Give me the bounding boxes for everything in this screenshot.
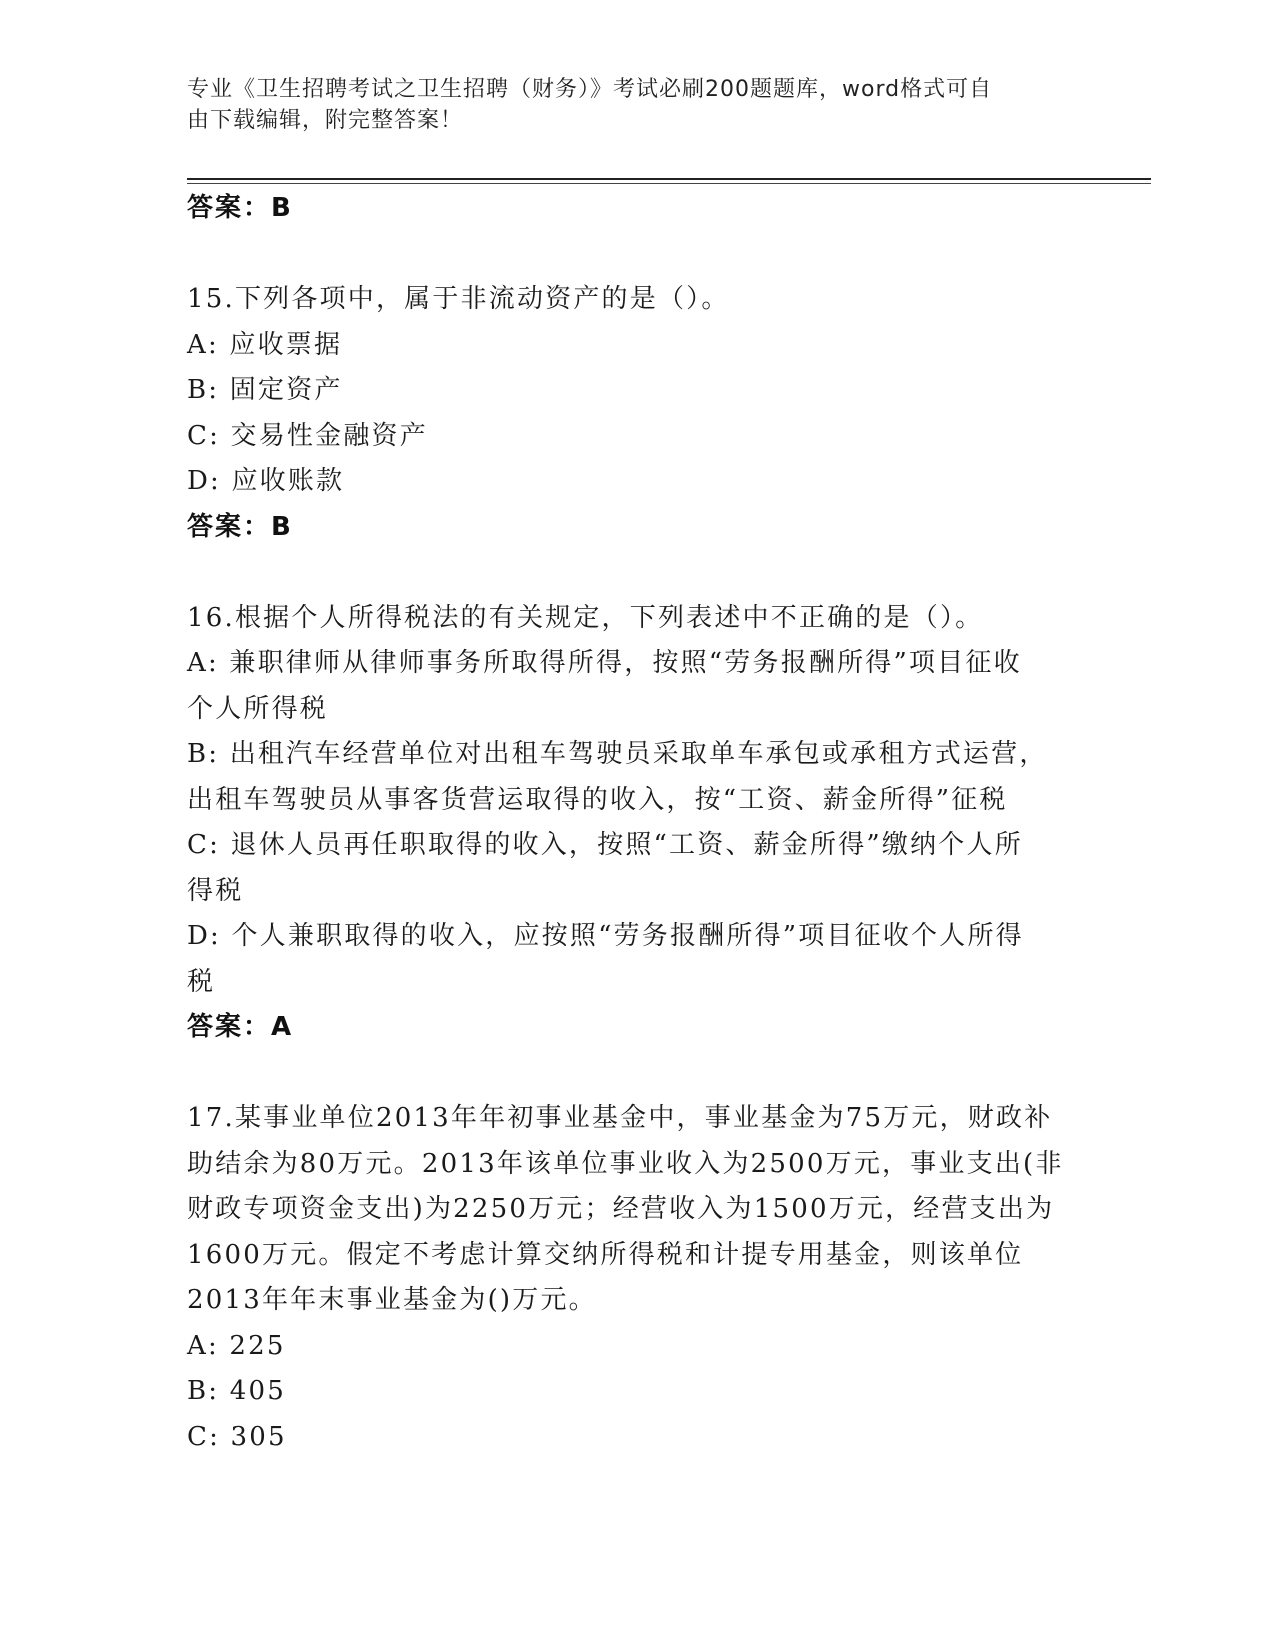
document-header <box>187 74 1067 136</box>
header-line-1: 专业《卫生招聘考试之卫生招聘（财务）》考试必刷200题题库，word格式可自 <box>187 77 993 102</box>
question-16 <box>187 596 1087 1051</box>
question-15-option-d: D: 应收账款 <box>187 466 345 496</box>
question-15-stem: 15.下列各项中，属于非流动资产的是（）。 <box>187 284 730 314</box>
previous-question-answer: 答案：B <box>187 193 293 223</box>
question-17-stem-line-5: 2013年年末事业基金为()万元。 <box>187 1285 597 1315</box>
question-16-option-b: B: 出租汽车经营单位对出租车驾驶员采取单车承包或承租方式运营， <box>187 739 1048 769</box>
question-15-option-c: C: 交易性金融资产 <box>187 420 428 451</box>
question-17-stem-line-2: 助结余为80万元。2013年该单位事业收入为2500万元，事业支出(非 <box>187 1148 1064 1179</box>
question-16-stem: 16.根据个人所得税法的有关规定，下列表述中不正确的是（）。 <box>187 602 984 633</box>
question-16-option-d-cont: 税 <box>187 966 216 997</box>
header-divider-thin <box>187 183 1151 184</box>
spacer <box>187 1051 1087 1097</box>
question-16-option-a: A: 兼职律师从律师事务所取得所得，按照“劳务报酬所得”项目征收 <box>187 648 1022 678</box>
question-15-answer: 答案：B <box>187 511 293 542</box>
question-15-option-b: B: 固定资产 <box>187 375 343 405</box>
question-17-option-a: A: 225 <box>187 1330 286 1361</box>
question-17-stem-line-3: 财政专项资金支出)为2250万元；经营收入为1500万元，经营支出为 <box>187 1194 1055 1224</box>
question-15 <box>187 277 1087 550</box>
question-17-stem-line-1: 17.某事业单位2013年年初事业基金中，事业基金为75万元，财政补 <box>187 1103 1053 1133</box>
question-16-option-d: D: 个人兼职取得的收入，应按照“劳务报酬所得”项目征收个人所得 <box>187 921 1024 951</box>
question-15-option-a: A: 应收票据 <box>187 329 343 360</box>
question-16-option-a-cont: 个人所得税 <box>187 693 329 724</box>
question-17 <box>187 1096 1087 1460</box>
question-17-stem-line-4: 1600万元。假定不考虑计算交纳所得税和计提专用基金，则该单位 <box>187 1239 1024 1270</box>
spacer <box>187 232 1087 278</box>
question-16-option-c: C: 退休人员再任职取得的收入，按照“工资、薪金所得”缴纳个人所 <box>187 830 1023 860</box>
header-line-2: 由下载编辑，附完整答案！ <box>187 108 464 133</box>
question-17-option-b: B: 405 <box>187 1376 286 1406</box>
question-16-option-c-cont: 得税 <box>187 875 244 906</box>
question-16-answer: 答案：A <box>187 1012 294 1042</box>
question-17-option-c: C: 305 <box>187 1421 287 1452</box>
header-divider-thick <box>187 178 1151 180</box>
document-body <box>187 186 1087 1460</box>
question-16-option-b-cont: 出租车驾驶员从事客货营运取得的收入，按“工资、薪金所得”征税 <box>187 784 1008 815</box>
spacer <box>187 550 1087 596</box>
